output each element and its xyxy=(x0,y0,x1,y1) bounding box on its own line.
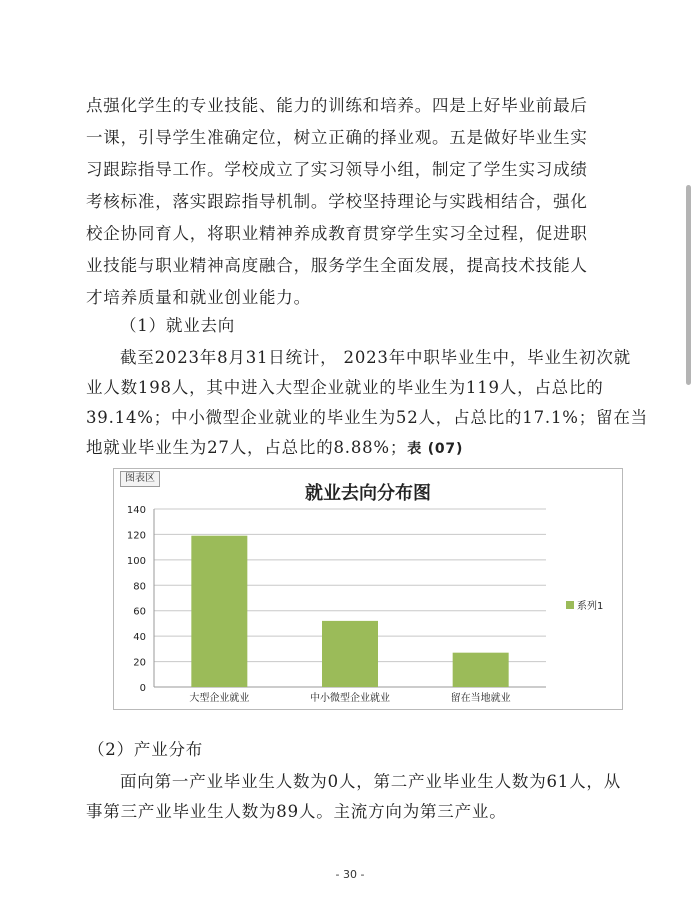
paragraph-line: 39.14%；中小微型企业就业的毕业生为52人，占总比的17.1%；留在当 xyxy=(86,408,648,427)
y-tick-label: 120 xyxy=(126,530,146,542)
y-tick-label: 100 xyxy=(126,555,146,567)
paragraph-line: 习跟踪指导工作。学校成立了实习领导小组，制定了学生实习成绩 xyxy=(86,160,588,179)
vertical-scrollbar[interactable] xyxy=(686,185,691,385)
paragraph-line: 业人数198人，其中进入大型企业就业的毕业生为119人，占总比的 xyxy=(86,378,604,397)
paragraph-line: 面向第一产业毕业生人数为0人，第二产业毕业生人数为61人，从 xyxy=(120,772,621,791)
y-tick-label: 80 xyxy=(133,581,146,593)
paragraph-line: 校企协同育人，将职业精神养成教育贯穿学生实习全过程，促进职 xyxy=(86,224,588,243)
paragraph-text: 地就业毕业生为27人，占总比的8.88%； xyxy=(86,438,408,457)
y-tick-label: 60 xyxy=(133,606,146,618)
bar xyxy=(453,653,509,687)
legend-swatch xyxy=(566,601,574,609)
paragraph-line: 点强化学生的专业技能、能力的训练和培养。四是上好毕业前最后 xyxy=(86,96,588,115)
page-number: - 30 - xyxy=(335,868,365,881)
chart-area-tag: 图表区 xyxy=(120,471,160,487)
y-tick-label: 20 xyxy=(133,657,146,669)
bar xyxy=(322,621,378,687)
y-tick-label: 40 xyxy=(133,632,146,644)
y-tick-label: 0 xyxy=(139,683,146,694)
paragraph-line: 事第三产业毕业生人数为89人。主流方向为第三产业。 xyxy=(86,802,507,821)
x-tick-label: 大型企业就业 xyxy=(189,693,250,704)
paragraph-line: 一课，引导学生准确定位，树立正确的择业观。五是做好毕业生实 xyxy=(86,128,588,147)
section-heading-employment: （1）就业去向 xyxy=(120,316,236,335)
paragraph-line xyxy=(86,436,463,461)
section-heading-industry: （2）产业分布 xyxy=(88,740,204,759)
legend-label: 系列1 xyxy=(577,601,604,612)
y-tick-label: 140 xyxy=(126,505,146,516)
bar-chart xyxy=(114,469,622,709)
paragraph-line: 截至2023年8月31日统计， 2023年中职毕业生中，毕业生初次就 xyxy=(120,348,631,367)
bar xyxy=(191,536,247,687)
paragraph-line: 考核标准，落实跟踪指导机制。学校坚持理论与实践相结合，强化 xyxy=(86,192,588,211)
x-tick-label: 留在当地就业 xyxy=(450,693,511,704)
x-tick-label: 中小微型企业就业 xyxy=(310,693,390,704)
chart-area xyxy=(113,468,623,710)
chart-title: 就业去向分布图 xyxy=(305,483,431,504)
paragraph-line: 业技能与职业精神高度融合，服务学生全面发展，提高技术技能人 xyxy=(86,256,588,275)
paragraph-line: 才培养质量和就业创业能力。 xyxy=(86,288,311,307)
table-reference: 表 (07) xyxy=(407,441,464,457)
